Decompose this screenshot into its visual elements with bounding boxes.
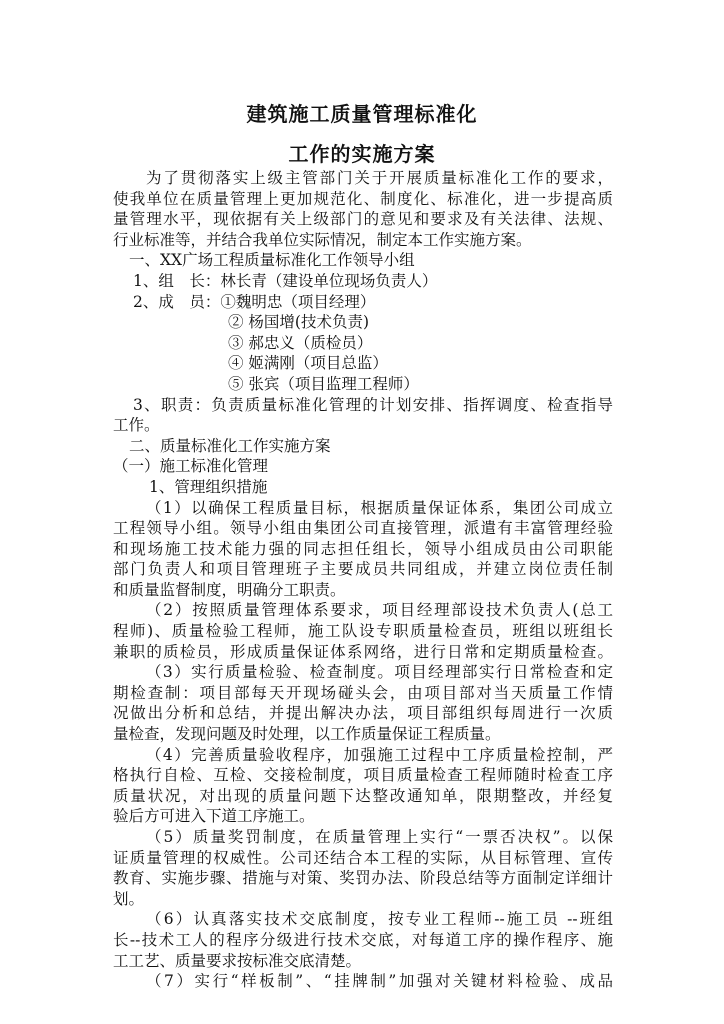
text-line: 量检查，发现问题及时处理，以工作质量保证工程质量。 [113, 725, 501, 744]
text-line: 工作。 [113, 416, 160, 435]
text-line: 程师)、质量检验工程师，施工队设专职质量检查员，班组以班组长 [113, 622, 613, 641]
text-line: 质量状况，对出现的质量问题下达整改通知单，限期整改，并经复 [113, 786, 613, 805]
text-line: 证质量管理的权威性。公司还结合本工程的实际，从目标管理、宣传 [113, 848, 613, 867]
text-line: 兼职的质检员，形成质量保证体系网络，进行日常和定期质量检查。 [113, 642, 613, 661]
text-line: （4）完善质量验收程序，加强施工过程中工序质量检控制，严 [146, 745, 613, 764]
text-line: 一、XX广场工程质量标准化工作领导小组 [129, 251, 415, 270]
text-line: 工工艺、质量要求按标准交底清楚。 [113, 951, 362, 970]
text-line: （一）施工标准化管理 [113, 457, 269, 476]
text-line: 量管理水平，现依据有关上级部门的意见和要求及有关法律、法规、 [113, 210, 613, 229]
document-title-line-2: 工作的实施方案 [288, 142, 436, 166]
text-line: （6）认真落实技术交底制度，按专业工程师--施工员 --班组 [146, 910, 613, 929]
document-title-line-1: 建筑施工质量管理标准化 [246, 102, 478, 126]
text-line: 3、职责：负责质量标准化管理的计划安排、指挥调度、检查指导 [133, 395, 613, 414]
text-line: 长--技术工人的程序分级进行技术交底，对每道工序的操作程序、施 [113, 930, 613, 949]
text-line: （5）质量奖罚制度，在质量管理上实行“一票否决权”。以保 [146, 828, 613, 846]
text-line: 格执行自检、互检、交接检制度，项目质量检查工程师随时检查工序 [113, 766, 613, 785]
text-line: ③ 郝忠义（质检员） [228, 333, 373, 352]
text-line: 行业标准等，并结合我单位实际情况，制定本工作实施方案。 [113, 230, 532, 249]
text-line: 部门负责人和项目管理班子主要成员共同组成，并建立岗位责任制 [113, 560, 613, 579]
text-line: 况做出分析和总结，并提出解决办法，项目部组织每周进行一次质 [113, 704, 613, 723]
text-line: 划。 [113, 889, 145, 908]
text-line: 1、管理组织措施 [149, 477, 268, 496]
text-line: 2、成 员：①魏明忠（项目经理） [133, 292, 376, 311]
text-line: 验后方可进入下道工序施工。 [113, 807, 315, 826]
text-line: （7）实行“样板制”、“挂牌制”加强对关键材料检验、成品 [146, 972, 613, 991]
text-line: ② 杨国增(技术负责) [228, 313, 370, 332]
text-line: ⑤ 张宾（项目监理工程师） [228, 374, 419, 393]
text-line: 和质量监督制度，明确分工职责。 [113, 580, 346, 599]
text-line: （2）按照质量管理体系要求，项目经理部设技术负责人(总工 [146, 601, 613, 620]
text-line: 和现场施工技术能力强的同志担任组长，领导小组成员由公司职能 [113, 539, 613, 558]
text-line: 为了贯彻落实上级主管部门关于开展质量标准化工作的要求， [146, 169, 613, 187]
text-line: 1、组 长：林长青（建设单位现场负责人） [133, 271, 438, 290]
text-line: 教育、实施步骤、措施与对策、奖罚办法、阶段总结等方面制定详细计 [113, 869, 613, 888]
document-body [113, 168, 613, 992]
text-line: ④ 姬满刚（项目总监） [228, 354, 388, 373]
text-line: 工程领导小组。领导小组由集团公司直接管理，派遣有丰富管理经验 [113, 519, 613, 538]
text-line: （1）以确保工程质量目标，根据质量保证体系，集团公司成立 [146, 498, 613, 517]
text-line: （3）实行质量检验、检查制度。项目经理部实行日常检查和定 [146, 663, 613, 682]
text-line: 期检查制：项目部每天开现场碰头会，由项目部对当天质量工作情 [113, 683, 613, 702]
text-line: 二、质量标准化工作实施方案 [129, 436, 331, 455]
text-line: 使我单位在质量管理上更加规范化、制度化、标准化，进一步提高质 [113, 189, 613, 208]
